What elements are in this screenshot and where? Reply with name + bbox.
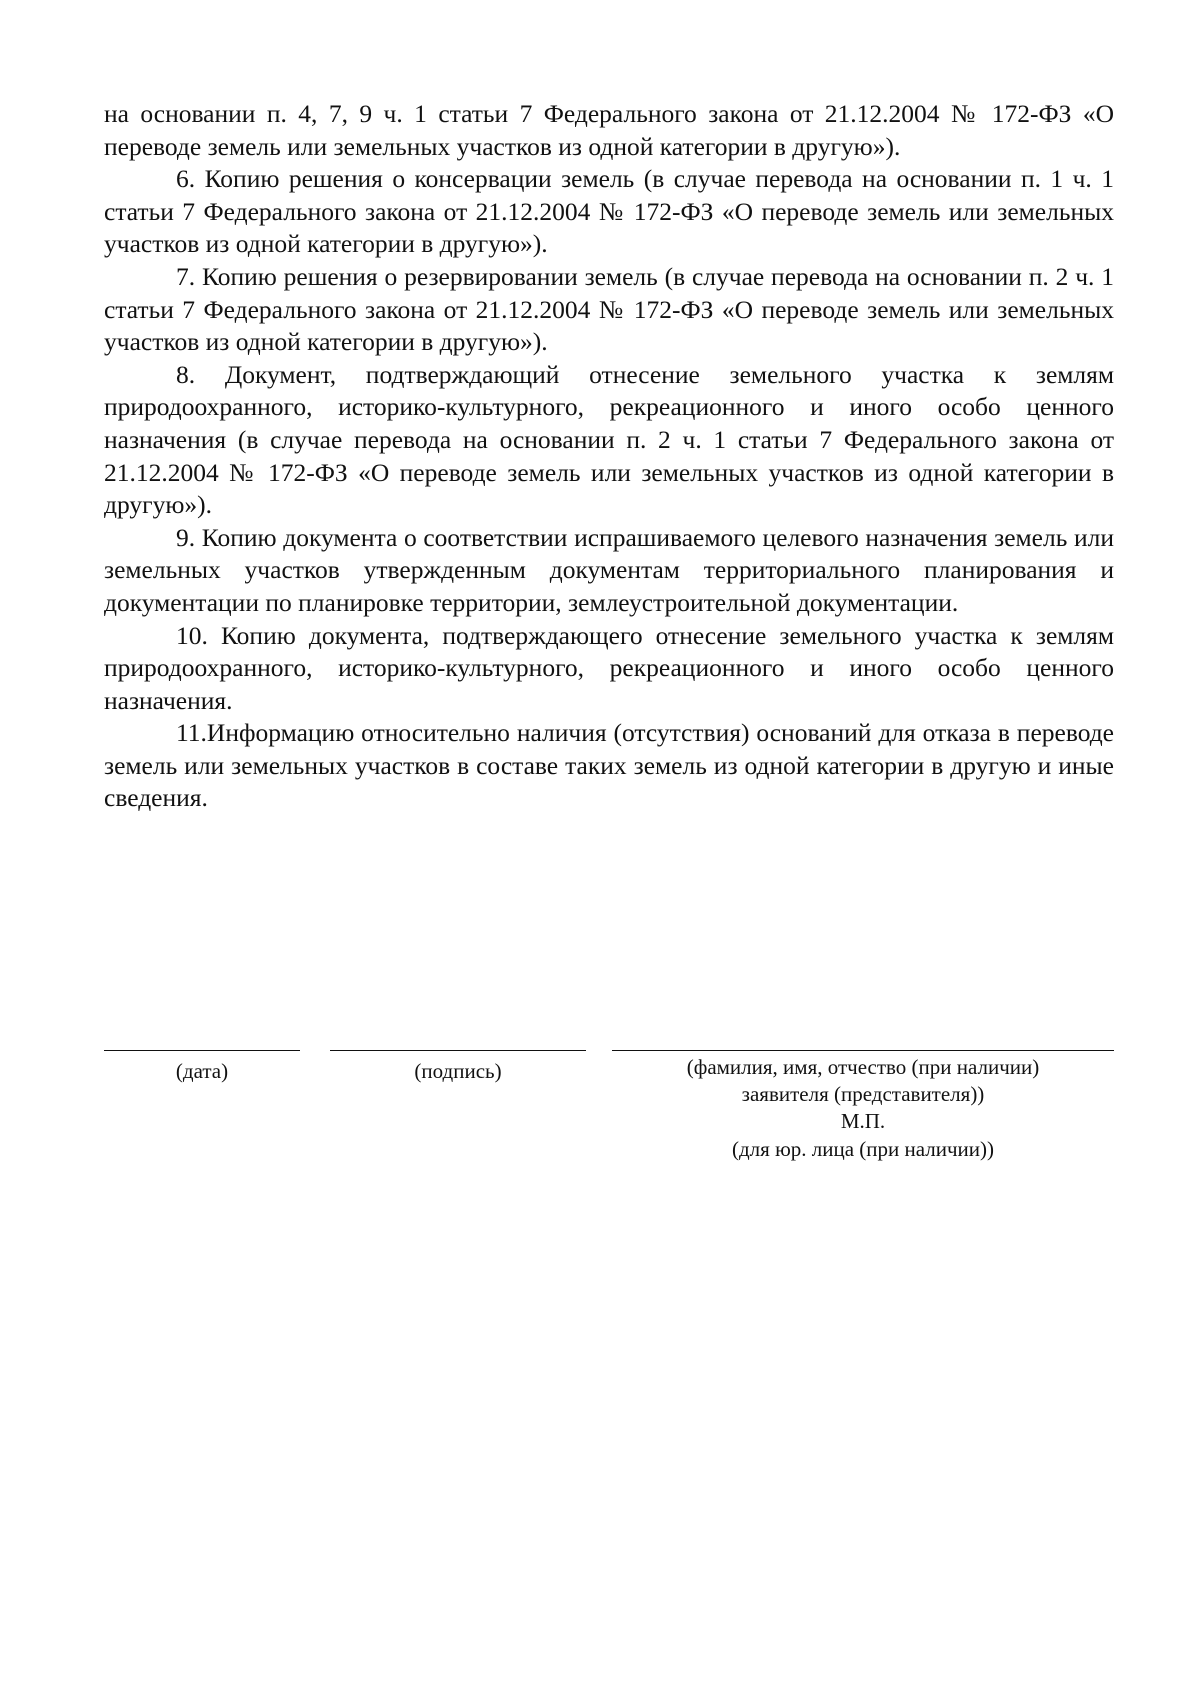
paragraph-continuation: на основании п. 4, 7, 9 ч. 1 статьи 7 Федерального закона от 21.12.2004 № 172-ФЗ «О переводе земель или земельных участков из одной категории в другую»). [104,99,1114,161]
paragraph-item-11: 11.Информацию относительно наличия (отсутствия) оснований для отказа в переводе земель или земельных участков в составе таких земель из одной категории в другую и иные сведения. [104,718,1114,813]
name-signature-line [612,1050,1114,1051]
date-signature-line [104,1050,300,1051]
sign-signature-line [330,1050,586,1051]
date-label: (дата) [175,1059,229,1083]
paragraph-item-6: 6. Копию решения о консервации земель (в случае перевода на основании п. 1 ч. 1 статьи 7 Федерального закона от 21.12.2004 № 172-ФЗ «О переводе земель или земельных участков из одной категории в другую»). [104,164,1114,259]
document-body [104,98,1114,815]
name-label-line1: (фамилия, имя, отчество (при наличии) [686,1055,1040,1079]
sign-label: (подпись) [414,1059,502,1083]
paragraph-item-10: 10. Копию документа, подтверждающего отнесение земельного участка к землям природоохранного, историко-культурного, рекреационного и иного особо ценного назначения. [104,620,1114,715]
paragraph-item-7: 7. Копию решения о резервировании земель (в случае перевода на основании п. 2 ч. 1 статьи 7 Федерального закона от 21.12.2004 № 172-ФЗ «О переводе земель или земельных участков из одной категории в другую»). [104,261,1114,357]
paragraph-item-8: 8. Документ, подтверждающий отнесение земельного участка к землям природоохранного, историко-культурного, рекреационного и иного особо ценного назначения (в случае перевода на основании п. 2 ч. 1 статьи 7 Федерального закона от 21.12.2004 № 172-ФЗ «О переводе земель или земельных участков из одной категории в другую»). [104,359,1114,520]
paragraph-item-9: 9. Копию документа о соответствии испрашиваемого целевого назначения земель или земельных участков утвержденным документам территориального планирования и документации по планировке территории, землеустроительной документации. [104,522,1114,617]
name-label-line2: заявителя (представителя)) [741,1082,985,1106]
stamp-label: М.П. [840,1109,886,1133]
stamp-note: (для юр. лица (при наличии)) [732,1137,994,1161]
